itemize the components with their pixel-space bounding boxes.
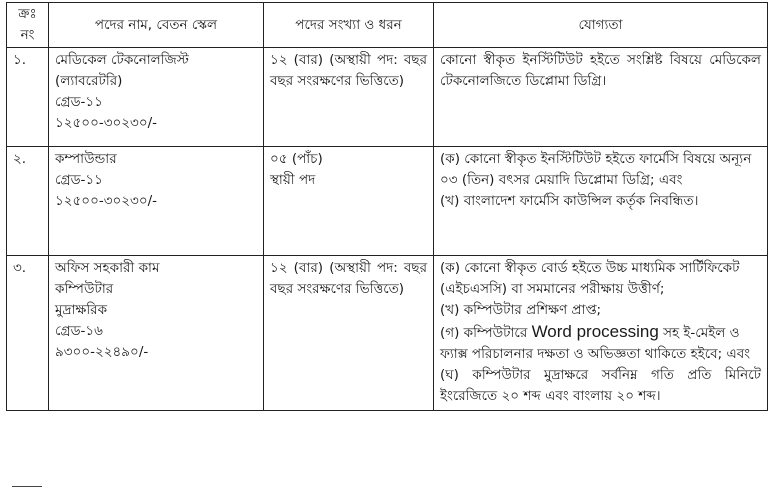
table-row bbox=[7, 48, 768, 147]
qualification-item: (খ) বাংলাদেশ ফার্মেসি কাউন্সিল কর্তৃক নিবন্ধিত। bbox=[440, 193, 699, 209]
row-qualification-cell bbox=[434, 48, 768, 147]
qualification-item-suffix: সহ ই-মেইল ও ফ্যাক্স পরিচালনার দক্ষতা ও অভিজ্ঞতা থাকিতে হইবে; এবং bbox=[440, 325, 751, 362]
row-qualification-cell bbox=[434, 256, 768, 411]
qualification-item: (ঘ) কম্পিউটার মুদ্রাক্ষরে সর্বনিম্ন গতি প্রতি মিনিটে ইংরেজিতে ২০ শব্দ এবং বাংলায় ২০ শব্দ। bbox=[440, 367, 761, 404]
row-post-cell bbox=[49, 48, 264, 147]
table-header-row bbox=[7, 3, 768, 48]
post-name-detail: মুদ্রাক্ষরিক bbox=[55, 302, 108, 318]
header-serial: ক্রঃ নং bbox=[7, 3, 49, 48]
row-post-cell bbox=[49, 147, 264, 256]
row-serial: ৩. bbox=[7, 256, 49, 411]
post-type: স্থায়ী পদ bbox=[270, 172, 316, 188]
pay-scale: ১২৫০০-৩০২৩০/- bbox=[55, 115, 158, 131]
header-qualification: যোগ্যতা bbox=[434, 3, 768, 48]
table-row bbox=[7, 147, 768, 256]
pay-scale: ৯৩০০-২২৪৯০/- bbox=[55, 344, 149, 360]
post-count: ০৫ (পাঁচ) bbox=[270, 151, 323, 167]
header-post-name-pay-scale: পদের নাম, বেতন স্কেল bbox=[49, 3, 264, 48]
qualification-item: (খ) কম্পিউটার প্রশিক্ষণ প্রাপ্ত; bbox=[440, 302, 602, 318]
qualification-item-latin: Word processing bbox=[531, 322, 659, 341]
row-serial: ১. bbox=[7, 48, 49, 147]
row-post-cell bbox=[49, 256, 264, 411]
qualification-item: (ক) কোনো স্বীকৃত ইনস্টিটিউট হইতে ফার্মেসি বিষয়ে অন্যূন ০৩ (তিন) বৎসর মেয়াদি ডিপ্লোমা ডিগ্রি; এবং bbox=[440, 151, 752, 188]
qualification-item-prefix: (গ) কম্পিউটারে bbox=[440, 325, 532, 341]
post-name: মেডিকেল টেকনোলজিস্ট bbox=[55, 52, 189, 68]
header-post-count-type: পদের সংখ্যা ও ধরন bbox=[264, 3, 434, 48]
qualification-text: কোনো স্বীকৃত ইনস্টিটিউট হইতে সংশ্লিষ্ট বিষয়ে মেডিকেল টেকনোলজিতে ডিপ্লোমা ডিগ্রি। bbox=[440, 52, 761, 89]
pay-scale: ১২৫০০-৩০২৩০/- bbox=[55, 193, 158, 209]
page-bottom-rule bbox=[12, 486, 42, 489]
pay-grade: গ্রেড-১৬ bbox=[55, 323, 103, 339]
pay-grade: গ্রেড-১১ bbox=[55, 94, 103, 110]
pay-grade: গ্রেড-১১ bbox=[55, 172, 103, 188]
post-name-detail: কম্পিউটার bbox=[55, 281, 114, 297]
table-row bbox=[7, 256, 768, 411]
qualification-item: (ক) কোনো স্বীকৃত বোর্ড হইতে উচ্চ মাধ্যমিক সার্টিফিকেট (এইচএসসি) বা সমমানের পরীক্ষায় উত্তীর্ণ; bbox=[440, 260, 740, 297]
row-qualification-cell bbox=[434, 147, 768, 256]
post-name: কম্পাউন্ডার bbox=[55, 151, 117, 167]
row-count-cell bbox=[264, 147, 434, 256]
post-name: অফিস সহকারী কাম bbox=[55, 260, 160, 276]
post-name-detail: (ল্যাবরেটরি) bbox=[55, 73, 123, 89]
row-serial: ২. bbox=[7, 147, 49, 256]
row-count-cell: ১২ (বার) (অস্থায়ী পদ: বছর বছর সংরক্ষণের ভিত্তিতে) bbox=[264, 256, 434, 411]
qualification-item bbox=[440, 321, 761, 365]
job-circular-table bbox=[6, 2, 768, 411]
row-count-cell: ১২ (বার) (অস্থায়ী পদ: বছর বছর সংরক্ষণের ভিত্তিতে) bbox=[264, 48, 434, 147]
